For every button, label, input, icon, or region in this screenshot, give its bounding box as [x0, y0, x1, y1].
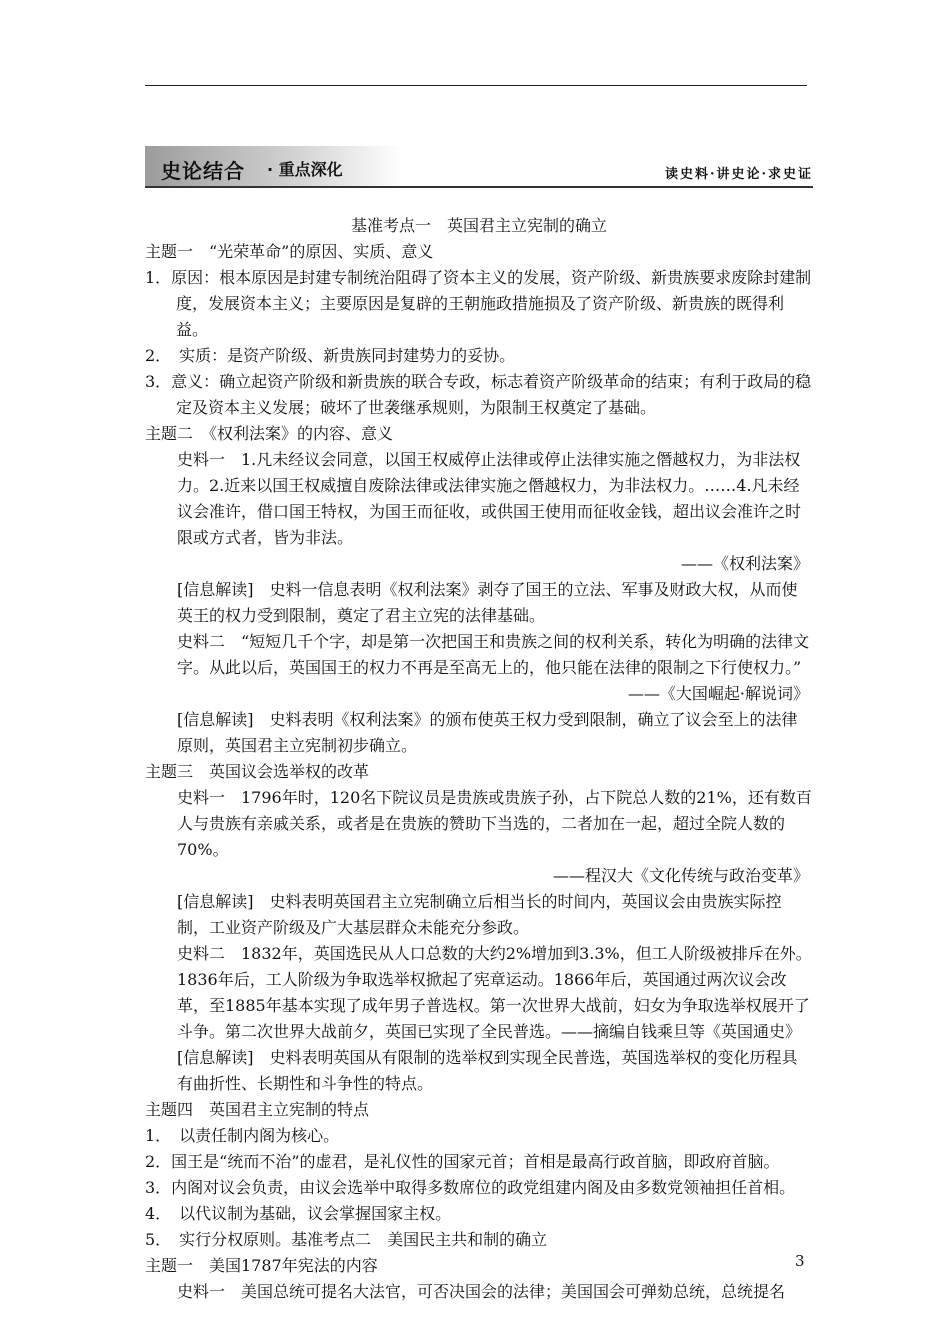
banner-underline	[145, 186, 813, 188]
page-number: 3	[795, 1252, 805, 1270]
source-citation: ——《大国崛起·解说词》	[627, 684, 809, 703]
document-body	[145, 213, 813, 1305]
banner-slogan: 读史料·讲史论·求史证	[664, 167, 813, 182]
source-excerpt: 史料一 1.凡未经议会同意，以国王权威停止法律或停止法律实施之僭越权力，为非法权力。2.近来以国王权威擅自废除法律或法律实施之僭越权力，为非法权力。……4.凡未经议会准许，借口国王特权，为国王而征收，或供国王使用而征收金钱，超出议会准许之时限或方式者，皆为非法。	[177, 450, 802, 547]
list-item: 2．国王是“统而不治”的虚君，是礼仪性的国家元首；首相是最高行政首脑，即政府首脑。	[145, 1152, 780, 1171]
list-item: 4． 以代议制为基础，议会掌握国家主权。	[145, 1204, 452, 1223]
source-citation: ——程汉大《文化传统与政治变革》	[552, 866, 809, 885]
list-item: 2． 实质：是资产阶级、新贵族同封建势力的妥协。	[145, 346, 516, 365]
source-excerpt: 史料二 1832年，英国选民从人口总数的大约2%增加到3.3%，但工人阶级被排斥在外。1836年后，工人阶级为争取选举权掀起了宪章运动。1866年后，英国通过两次议会改革，至1885年基本实现了成年男子普选权。第一次世界大战前，妇女为争取选举权展开了斗争。第二次世界大战前夕，英国已实现了全民普选。——摘编自钱乘旦等《英国通史》	[177, 944, 812, 1041]
list-item: 1． 以责任制内阁为核心。	[145, 1126, 340, 1145]
source-excerpt: 史料一 美国总统可提名大法官，可否决国会的法律；美国国会可弹劾总统，总统提名	[177, 1282, 786, 1301]
info-interpretation: [信息解读] 史料一信息表明《权利法案》剥夺了国王的立法、军事及财政大权，从而使英王的权力受到限制，奠定了君主立宪的法律基础。	[177, 580, 798, 625]
list-item: 5． 实行分权原则。基准考点二 美国民主共和制的确立	[145, 1230, 548, 1249]
info-interpretation: [信息解读] 史料表明《权利法案》的颁布使英王权力受到限制，确立了议会至上的法律原则，英国君主立宪制初步确立。	[177, 710, 798, 755]
banner-title: 史论结合	[161, 159, 245, 183]
section-heading: 基准考点一 英国君主立宪制的确立	[350, 216, 607, 235]
source-excerpt: 史料二 “短短几千个字，却是第一次把国王和贵族之间的权利关系，转化为明确的法律文字。从此以后，英国国王的权力不再是至高无上的，他只能在法律的限制之下行使权力。”	[177, 632, 810, 677]
topic-heading: 主题四 英国君主立宪制的特点	[145, 1100, 370, 1119]
list-item: 3．内阁对议会负责，由议会选举中取得多数席位的政党组建内阁及由多数党领袖担任首相。	[145, 1178, 796, 1197]
list-item: 3．意义：确立起资产阶级和新贵族的联合专政，标志着资产阶级革命的结束；有利于政局的稳定及资本主义发展；破坏了世袭继承规则，为限制王权奠定了基础。	[145, 372, 812, 417]
list-item: 1．原因：根本原因是封建专制统治阻碍了资本主义的发展，资产阶级、新贵族要求废除封建制度，发展资本主义；主要原因是复辟的王朝施政措施损及了资产阶级、新贵族的既得利益。	[145, 268, 812, 339]
source-excerpt: 史料一 1796年时，120名下院议员是贵族或贵族子孙，占下院总人数的21%，还有数百人与贵族有亲戚关系，或者是在贵族的赞助下当选的，二者加在一起，超过全院人数的70%。	[177, 788, 812, 859]
banner-subtitle: · 重点深化	[267, 160, 343, 179]
source-citation: ——《权利法案》	[680, 554, 809, 573]
topic-heading: 主题三 英国议会选举权的改革	[145, 762, 370, 781]
info-interpretation: [信息解读] 史料表明英国君主立宪制确立后相当长的时间内，英国议会由贵族实际控制，工业资产阶级及广大基层群众未能充分参政。	[177, 892, 782, 937]
topic-heading: 主题一 美国1787年宪法的内容	[145, 1256, 378, 1275]
topic-heading: 主题一 “光荣革命”的原因、实质、意义	[145, 242, 434, 261]
topic-heading: 主题二 《权利法案》的内容、意义	[145, 424, 394, 443]
section-banner	[145, 146, 813, 188]
header-rule	[145, 85, 807, 86]
info-interpretation: [信息解读] 史料表明英国从有限制的选举权到实现全民普选，英国选举权的变化历程具有曲折性、长期性和斗争性的特点。	[177, 1048, 798, 1093]
